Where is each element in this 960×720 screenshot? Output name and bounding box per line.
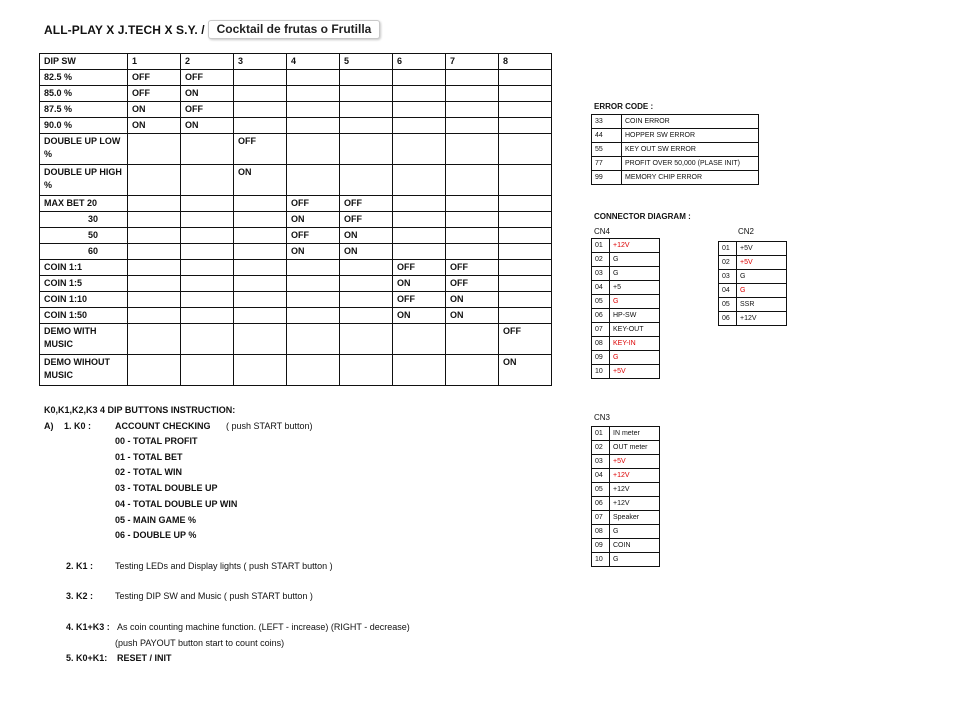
dip-row-label: DOUBLE UP LOW % [40,134,128,165]
dip-row-label: COIN 1:10 [40,292,128,308]
pin-signal: IN meter [610,427,660,441]
dip-cell [181,324,234,355]
error-description: HOPPER SW ERROR [622,129,759,143]
dip-cell [446,70,499,86]
cn4-row [592,309,660,323]
dip-row-label: DOUBLE UP HIGH % [40,165,128,196]
pin-number: 05 [592,295,610,309]
dip-cell [287,102,340,118]
cn3-row [592,511,660,525]
dip-row [40,260,552,276]
pin-signal: KEY-OUT [610,323,660,337]
dip-cell: ON [499,355,552,386]
pin-number: 05 [592,483,610,497]
cn2-row [719,312,787,326]
error-code: 77 [592,157,622,171]
cn2-row [719,242,787,256]
k0-push-note: ( push START button) [226,421,313,431]
dip-cell: ON [234,165,287,196]
dip-cell [393,212,446,228]
error-row [592,143,759,157]
dip-row-label: COIN 1:1 [40,260,128,276]
dip-cell [393,118,446,134]
dip-cell: ON [181,118,234,134]
error-code: 55 [592,143,622,157]
dip-row-label: COIN 1:5 [40,276,128,292]
dip-cell [287,308,340,324]
error-code: 99 [592,171,622,185]
pin-signal: OUT meter [610,441,660,455]
dip-row [40,355,552,386]
dip-cell [446,324,499,355]
dip-row-label: MAX BET 20 [40,196,128,212]
dip-cell: ON [128,118,181,134]
dip-cell [234,102,287,118]
dip-row [40,70,552,86]
pin-signal: G [737,284,787,298]
dip-cell [340,118,393,134]
pin-signal: +5V [737,256,787,270]
dip-cell: OFF [446,260,499,276]
dip-cell [128,228,181,244]
k0-label: 1. K0 : [64,421,92,431]
dip-cell: ON [340,244,393,260]
dip-header-cell: 8 [499,54,552,70]
dip-cell [393,228,446,244]
pin-signal: G [610,253,660,267]
dip-cell [499,212,552,228]
dip-row [40,165,552,196]
dip-row-label: DEMO WITH MUSIC [40,324,128,355]
dip-cell [234,292,287,308]
cn3-row [592,427,660,441]
cn3-table [591,426,660,567]
dip-row [40,324,552,355]
pin-signal: HP-SW [610,309,660,323]
dip-cell [340,260,393,276]
connector-diagram-title: CONNECTOR DIAGRAM : [594,212,691,221]
dip-cell [234,86,287,102]
dip-cell: OFF [340,196,393,212]
dip-header-cell: 4 [287,54,340,70]
pin-signal: KEY-IN [610,337,660,351]
dip-cell [393,355,446,386]
dip-cell: ON [128,102,181,118]
dip-row [40,196,552,212]
dip-cell [287,292,340,308]
dip-row-label: COIN 1:50 [40,308,128,324]
pin-number: 08 [592,525,610,539]
dip-cell: OFF [340,212,393,228]
dip-cell: OFF [128,86,181,102]
pin-number: 02 [592,441,610,455]
dip-row [40,292,552,308]
dip-cell [446,355,499,386]
dip-cell [181,228,234,244]
pin-number: 04 [592,469,610,483]
dip-cell [234,212,287,228]
dip-cell [234,260,287,276]
dip-cell [128,292,181,308]
k0-item: 04 - TOTAL DOUBLE UP WIN [115,499,238,509]
dip-cell [499,118,552,134]
dip-cell [340,276,393,292]
cn4-table [591,238,660,379]
k0-item: 02 - TOTAL WIN [115,467,183,477]
dip-cell: OFF [499,324,552,355]
pin-signal: G [610,553,660,567]
dip-cell [181,260,234,276]
k0-item: 05 - MAIN GAME % [115,515,197,525]
k0-item: 03 - TOTAL DOUBLE UP [115,483,218,493]
dip-row-label: 82.5 % [40,70,128,86]
cn3-row [592,553,660,567]
dip-cell [340,134,393,165]
dip-header-cell: 6 [393,54,446,70]
dip-cell [287,355,340,386]
brand-title: ALL-PLAY X J.TECH X S.Y. / [44,22,205,37]
pin-number: 07 [592,323,610,337]
pin-signal: G [610,525,660,539]
instructions-heading: K0,K1,K2,K3 4 DIP BUTTONS INSTRUCTION: [44,405,236,415]
dip-cell [181,355,234,386]
dip-cell [499,134,552,165]
dip-cell [340,86,393,102]
dip-cell [287,324,340,355]
dip-cell [287,276,340,292]
pin-signal: +5V [610,365,660,379]
dip-cell: ON [287,212,340,228]
k1-label: 2. K1 : [66,561,94,571]
dip-cell [128,165,181,196]
pin-number: 01 [592,427,610,441]
pin-signal: +12V [610,497,660,511]
dip-header-cell: 7 [446,54,499,70]
dip-cell [287,260,340,276]
dip-cell: OFF [234,134,287,165]
cn2-row [719,298,787,312]
dip-row [40,212,552,228]
dip-cell [287,86,340,102]
cn2-row [719,284,787,298]
dip-cell [393,165,446,196]
pin-signal: G [610,351,660,365]
pin-signal: +5 [610,281,660,295]
dip-cell [128,196,181,212]
error-description: PROFIT OVER 50,000 (PLASE INIT) [622,157,759,171]
dip-cell [128,276,181,292]
cn4-row [592,281,660,295]
dip-header-cell: 5 [340,54,393,70]
pin-number: 07 [592,511,610,525]
cn4-row [592,267,660,281]
dip-cell: OFF [393,292,446,308]
pin-number: 03 [592,455,610,469]
dip-header-cell: 1 [128,54,181,70]
k0-text: ACCOUNT CHECKING [115,421,211,431]
cn3-row [592,497,660,511]
dip-row [40,244,552,260]
dip-cell [287,165,340,196]
pin-number: 09 [592,539,610,553]
dip-cell [446,244,499,260]
dip-cell [499,86,552,102]
dip-cell [340,355,393,386]
title-tab[interactable]: Cocktail de frutas o Frutilla [208,20,381,39]
pin-signal: +12V [610,239,660,253]
error-row [592,115,759,129]
dip-cell [340,102,393,118]
dip-cell [234,355,287,386]
k0k1-text: RESET / INIT [117,653,172,663]
dip-cell [499,308,552,324]
cn2-row [719,256,787,270]
dip-row-label: DEMO WIHOUT MUSIC [40,355,128,386]
dip-cell: OFF [287,196,340,212]
pin-number: 06 [592,497,610,511]
dip-cell [499,276,552,292]
dip-cell [128,355,181,386]
dip-header-row [40,54,552,70]
dip-cell: ON [446,292,499,308]
dip-header-cell: 3 [234,54,287,70]
cn4-row [592,253,660,267]
cn3-row [592,455,660,469]
dip-cell [446,118,499,134]
pin-number: 01 [592,239,610,253]
dip-cell [287,134,340,165]
dip-row [40,134,552,165]
dip-cell: OFF [128,70,181,86]
cn2-row [719,270,787,284]
dip-row-label: 87.5 % [40,102,128,118]
cn2-label: CN2 [738,227,755,236]
pin-signal: +12V [610,483,660,497]
dip-cell [234,118,287,134]
error-description: MEMORY CHIP ERROR [622,171,759,185]
page-header [44,20,380,39]
pin-number: 08 [592,337,610,351]
dip-cell [446,165,499,196]
pin-number: 02 [592,253,610,267]
dip-cell [340,292,393,308]
dip-cell [234,276,287,292]
dip-header-cell: 2 [181,54,234,70]
dip-cell [287,118,340,134]
pin-number: 04 [592,281,610,295]
k2-text: Testing DIP SW and Music ( push START button ) [115,591,313,601]
error-code-table [591,114,759,185]
dip-cell [446,102,499,118]
dip-cell [181,244,234,260]
dip-row-label: 30 [40,212,128,228]
dip-cell [234,196,287,212]
dip-cell [499,260,552,276]
dip-cell [446,134,499,165]
pin-number: 09 [592,351,610,365]
dip-cell [128,244,181,260]
cn4-row [592,239,660,253]
dip-row-label: 60 [40,244,128,260]
dip-cell [340,165,393,196]
dip-cell [446,212,499,228]
dip-cell: ON [181,86,234,102]
dip-row [40,308,552,324]
dip-cell [499,292,552,308]
dip-row [40,228,552,244]
pin-number: 03 [592,267,610,281]
pin-number: 01 [719,242,737,256]
k1k3-text-2: (push PAYOUT button start to count coins) [115,638,285,648]
dip-row-label: 90.0 % [40,118,128,134]
dip-switch-table [39,53,552,386]
dip-cell [340,324,393,355]
dip-cell: ON [287,244,340,260]
dip-row-label: 50 [40,228,128,244]
dip-cell [128,308,181,324]
dip-cell: OFF [181,102,234,118]
k1k3-text: As coin counting machine function. (LEFT - increase) (RIGHT - decrease) [117,622,410,632]
dip-cell [234,70,287,86]
error-row [592,171,759,185]
dip-cell [128,212,181,228]
dip-cell [499,196,552,212]
cn4-row [592,337,660,351]
dip-cell [181,165,234,196]
dip-cell [393,134,446,165]
error-description: KEY OUT SW ERROR [622,143,759,157]
dip-cell [393,86,446,102]
pin-number: 06 [592,309,610,323]
dip-cell [340,70,393,86]
k1k3-label: 4. K1+K3 : [66,622,110,632]
dip-cell [287,70,340,86]
dip-cell: ON [393,276,446,292]
dip-cell [499,102,552,118]
dip-cell [499,70,552,86]
dip-cell [393,196,446,212]
pin-number: 02 [719,256,737,270]
dip-cell: OFF [287,228,340,244]
dip-cell: ON [393,308,446,324]
dip-cell [499,228,552,244]
dip-cell: OFF [446,276,499,292]
k0-item: 01 - TOTAL BET [115,452,183,462]
dip-cell [446,196,499,212]
dip-cell [181,196,234,212]
error-description: COIN ERROR [622,115,759,129]
k1-text: Testing LEDs and Display lights ( push START button ) [115,561,333,571]
pin-number: 03 [719,270,737,284]
pin-signal: G [737,270,787,284]
k2-label: 3. K2 : [66,591,94,601]
pin-signal: +12V [737,312,787,326]
error-code-title: ERROR CODE : [594,102,654,111]
cn3-row [592,483,660,497]
dip-cell [446,228,499,244]
dip-cell [393,244,446,260]
cn3-row [592,469,660,483]
pin-signal: +5V [737,242,787,256]
pin-number: 05 [719,298,737,312]
dip-cell [181,212,234,228]
cn3-row [592,539,660,553]
dip-cell [446,86,499,102]
pin-number: 06 [719,312,737,326]
error-row [592,129,759,143]
dip-cell [340,308,393,324]
dip-row [40,118,552,134]
cn4-row [592,323,660,337]
dip-cell [393,102,446,118]
dip-cell [128,260,181,276]
dip-row [40,276,552,292]
pin-signal: COIN [610,539,660,553]
error-code: 33 [592,115,622,129]
dip-cell: ON [340,228,393,244]
cn3-row [592,525,660,539]
pin-signal: G [610,295,660,309]
cn4-row [592,365,660,379]
dip-cell [181,276,234,292]
dip-row [40,86,552,102]
dip-cell [181,292,234,308]
cn2-table [718,241,787,326]
dip-cell [128,324,181,355]
pin-signal: Speaker [610,511,660,525]
k0-item: 06 - DOUBLE UP % [115,530,197,540]
section-a-label: A) [44,421,54,431]
cn3-row [592,441,660,455]
dip-cell: ON [446,308,499,324]
dip-row-label: 85.0 % [40,86,128,102]
dip-cell: OFF [393,260,446,276]
pin-signal: +12V [610,469,660,483]
cn3-label: CN3 [594,413,611,422]
dip-cell: OFF [181,70,234,86]
pin-signal: G [610,267,660,281]
cn4-row [592,351,660,365]
cn4-label: CN4 [594,227,611,236]
pin-number: 10 [592,553,610,567]
dip-cell [234,324,287,355]
dip-row [40,102,552,118]
error-row [592,157,759,171]
pin-number: 10 [592,365,610,379]
dip-cell [499,244,552,260]
dip-header-cell: DIP SW [40,54,128,70]
dip-cell [234,244,287,260]
dip-cell [393,70,446,86]
k0-item: 00 - TOTAL PROFIT [115,436,198,446]
dip-cell [128,134,181,165]
dip-cell [234,308,287,324]
dip-cell [393,324,446,355]
dip-cell [181,308,234,324]
dip-cell [181,134,234,165]
dip-cell [499,165,552,196]
error-code: 44 [592,129,622,143]
pin-signal: +5V [610,455,660,469]
pin-number: 04 [719,284,737,298]
cn4-row [592,295,660,309]
k0k1-label: 5. K0+K1: [66,653,108,663]
dip-cell [234,228,287,244]
pin-signal: SSR [737,298,787,312]
